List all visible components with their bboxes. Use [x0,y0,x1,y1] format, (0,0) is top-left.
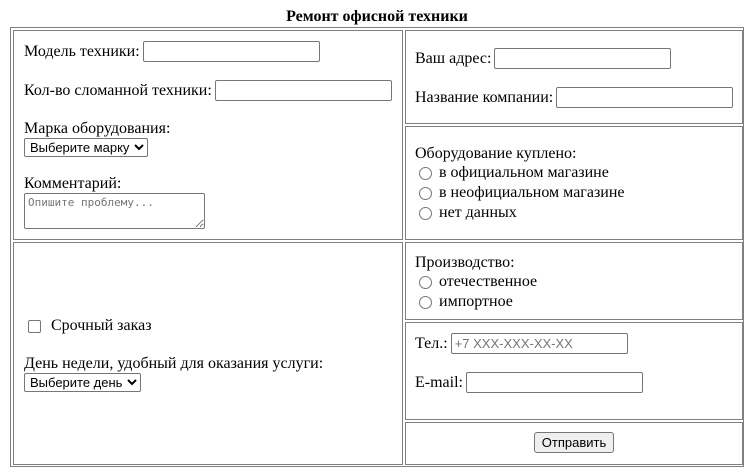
email-input[interactable] [466,372,643,393]
production-option-domestic[interactable] [415,272,537,292]
model-label: Модель техники: [24,42,140,60]
radio-label: нет данных [439,204,517,221]
email-label: E-mail: [415,373,463,391]
production-option-imported[interactable] [415,292,537,312]
phone-label: Тел.: [415,334,448,352]
radio-button[interactable] [419,187,432,200]
purchase-option-unofficial[interactable] [415,183,625,203]
cell-purchase [405,126,743,240]
count-label: Кол-во сломанной техники: [24,81,212,99]
comment-label: Комментарий: [24,175,122,192]
cell-submit [405,422,743,465]
radio-button[interactable] [419,276,432,289]
radio-button[interactable] [419,167,432,180]
urgent-label: Срочный заказ [51,317,152,334]
radio-button[interactable] [419,207,432,220]
radio-label: в неофициальном магазине [439,184,625,201]
day-select[interactable] [24,373,141,392]
cell-production [405,242,743,320]
urgent-checkbox[interactable] [28,320,41,333]
day-label: День недели, удобный для оказания услуги: [24,355,324,372]
purchase-label: Оборудование куплено: [415,145,577,162]
brand-label: Марка оборудования: [24,120,171,137]
radio-button[interactable] [419,296,432,309]
cell-contact-address [405,30,743,124]
radio-label: отечественное [439,273,538,290]
production-label: Производство: [415,254,515,271]
purchase-option-no-data[interactable] [415,203,625,223]
comment-textarea[interactable] [24,193,205,229]
purchase-option-official[interactable] [415,163,625,183]
form-title: Ремонт офисной техники [286,8,468,25]
address-label: Ваш адрес: [415,49,492,67]
count-input[interactable] [215,80,392,101]
submit-button[interactable]: Отправить [534,432,614,453]
radio-label: в официальном магазине [439,164,609,181]
radio-label: импортное [439,293,513,310]
address-input[interactable] [494,48,671,69]
form-table [10,27,744,467]
model-input[interactable] [143,41,320,62]
cell-order-options [13,242,403,465]
company-label: Название компании: [415,88,554,106]
company-input[interactable] [556,87,733,108]
phone-input[interactable] [451,333,628,354]
cell-contact-phone [405,322,743,420]
cell-equipment-info [13,30,403,240]
brand-select[interactable] [24,138,148,157]
